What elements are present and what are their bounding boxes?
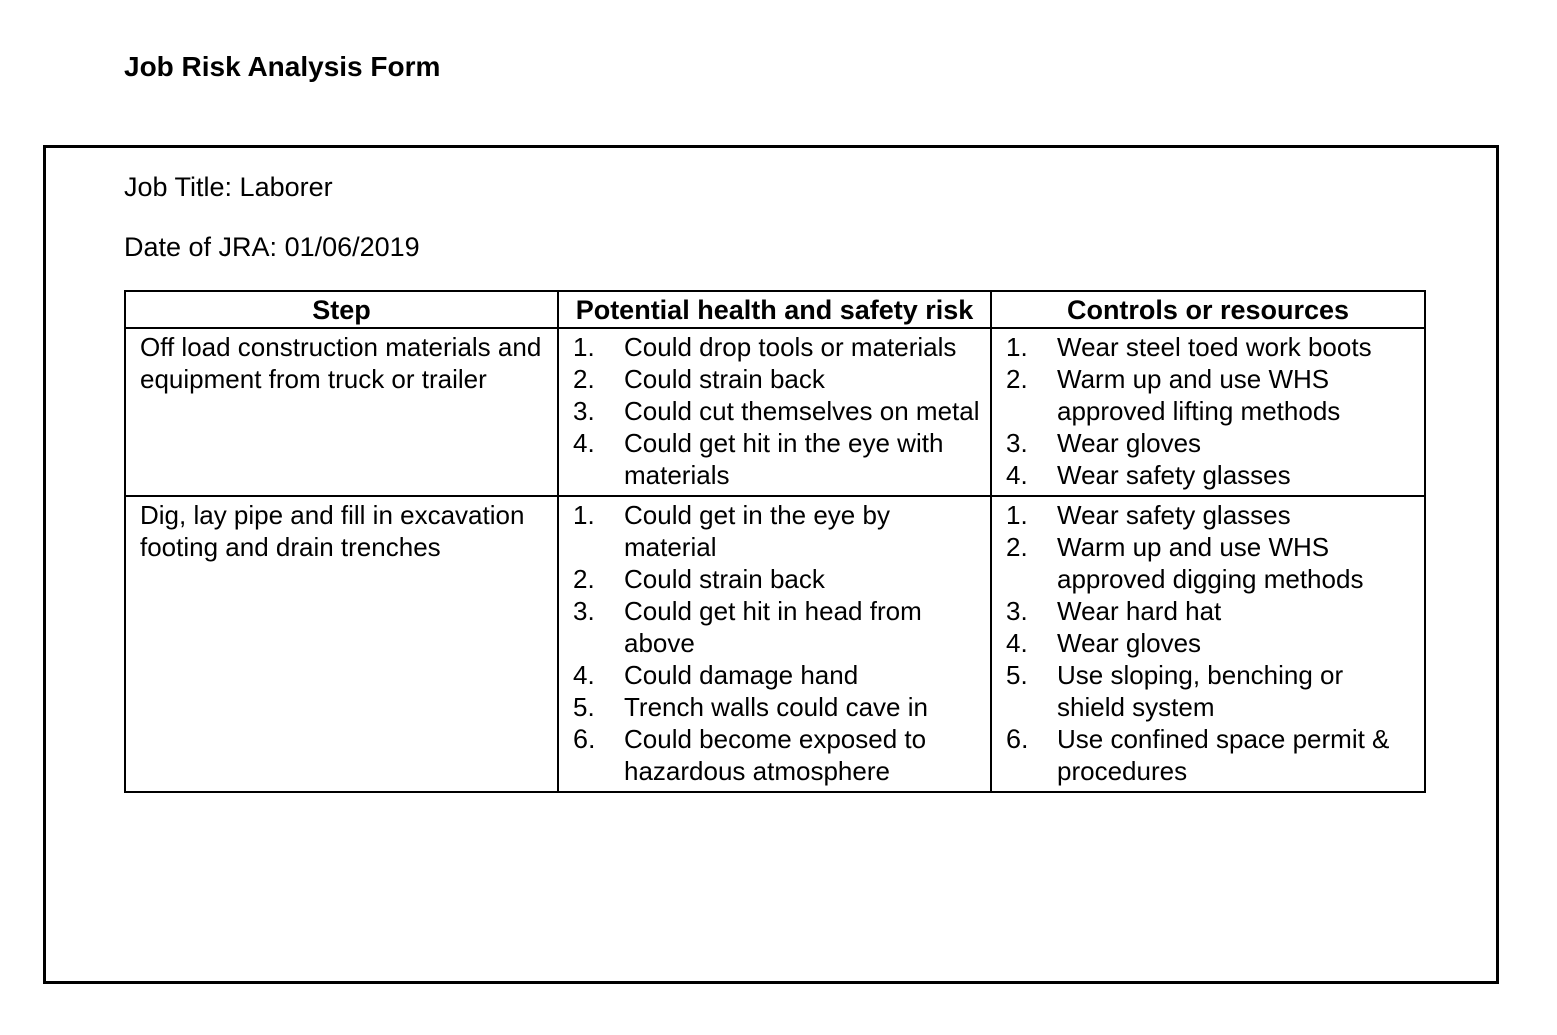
column-header-step: Step: [125, 291, 558, 328]
item-text: Use confined space permit & procedures: [1057, 724, 1390, 786]
item-number: 1.: [573, 332, 595, 362]
list-item: [1006, 627, 1418, 659]
item-number: 2.: [1006, 532, 1028, 562]
item-text: Could become exposed to hazardous atmosphere: [624, 724, 927, 786]
list-item: [1006, 427, 1418, 459]
controls-list: [1006, 331, 1418, 491]
controls-list: [1006, 499, 1418, 787]
page-title: Job Risk Analysis Form: [124, 51, 441, 82]
item-number: 1.: [573, 500, 595, 530]
list-item: [573, 331, 984, 363]
risk-list: [573, 331, 984, 491]
risk-cell: [558, 328, 991, 496]
item-number: 3.: [573, 596, 595, 626]
list-item: [1006, 499, 1418, 531]
item-number: 6.: [573, 724, 596, 754]
item-text: Wear gloves: [1057, 628, 1202, 658]
list-item: [1006, 659, 1418, 723]
item-text: Use sloping, benching or shield system: [1057, 660, 1344, 722]
item-text: Warm up and use WHS approved digging methods: [1057, 532, 1364, 594]
item-number: 2.: [573, 364, 595, 394]
list-item: [1006, 363, 1418, 427]
column-header-risk: Potential health and safety risk: [558, 291, 991, 328]
item-text: Could get in the eye by material: [624, 500, 890, 562]
item-number: 3.: [573, 396, 595, 426]
item-text: Wear steel toed work boots: [1057, 332, 1372, 362]
controls-cell: [991, 496, 1425, 792]
step-cell: Dig, lay pipe and fill in excavation footing and drain trenches: [125, 496, 558, 792]
item-text: Could damage hand: [624, 660, 859, 690]
list-item: [573, 691, 984, 723]
item-text: Trench walls could cave in: [624, 692, 928, 722]
list-item: [573, 723, 984, 787]
item-number: 3.: [1006, 596, 1028, 626]
table-row: [125, 328, 1425, 496]
controls-cell: [991, 328, 1425, 496]
item-number: 2.: [1006, 364, 1028, 394]
item-number: 2.: [573, 564, 595, 594]
list-item: [1006, 331, 1418, 363]
item-text: Could get hit in head from above: [624, 596, 922, 658]
item-number: 4.: [1006, 460, 1028, 490]
table-row: [125, 496, 1425, 792]
item-text: Wear safety glasses: [1057, 500, 1291, 530]
item-text: Could cut themselves on metal: [624, 396, 980, 426]
list-item: [573, 395, 984, 427]
item-text: Could strain back: [624, 564, 825, 594]
risk-cell: [558, 496, 991, 792]
column-header-controls: Controls or resources: [991, 291, 1425, 328]
job-title-line: Job Title: Laborer: [124, 172, 333, 202]
item-number: 1.: [1006, 332, 1028, 362]
item-text: Could drop tools or materials: [624, 332, 957, 362]
item-number: 4.: [573, 428, 595, 458]
item-text: Could get hit in the eye with materials: [624, 428, 944, 490]
item-text: Wear hard hat: [1057, 596, 1222, 626]
list-item: [573, 363, 984, 395]
item-number: 4.: [1006, 628, 1028, 658]
item-number: 1.: [1006, 500, 1028, 530]
list-item: [1006, 459, 1418, 491]
item-text: Could strain back: [624, 364, 825, 394]
table-header-row: [125, 291, 1425, 328]
date-line: Date of JRA: 01/06/2019: [124, 232, 420, 262]
item-number: 3.: [1006, 428, 1028, 458]
item-text: Wear gloves: [1057, 428, 1202, 458]
item-number: 5.: [573, 692, 595, 722]
list-item: [1006, 723, 1418, 787]
item-text: Warm up and use WHS approved lifting methods: [1057, 364, 1341, 426]
list-item: [573, 595, 984, 659]
item-text: Wear safety glasses: [1057, 460, 1291, 490]
item-number: 6.: [1006, 724, 1029, 754]
step-cell: Off load construction materials and equipment from truck or trailer: [125, 328, 558, 496]
list-item: [573, 659, 984, 691]
risk-list: [573, 499, 984, 787]
list-item: [573, 427, 984, 491]
list-item: [1006, 531, 1418, 595]
list-item: [1006, 595, 1418, 627]
list-item: [573, 499, 984, 563]
item-number: 4.: [573, 660, 595, 690]
item-number: 5.: [1006, 660, 1028, 690]
job-risk-table: [124, 290, 1426, 793]
list-item: [573, 563, 984, 595]
